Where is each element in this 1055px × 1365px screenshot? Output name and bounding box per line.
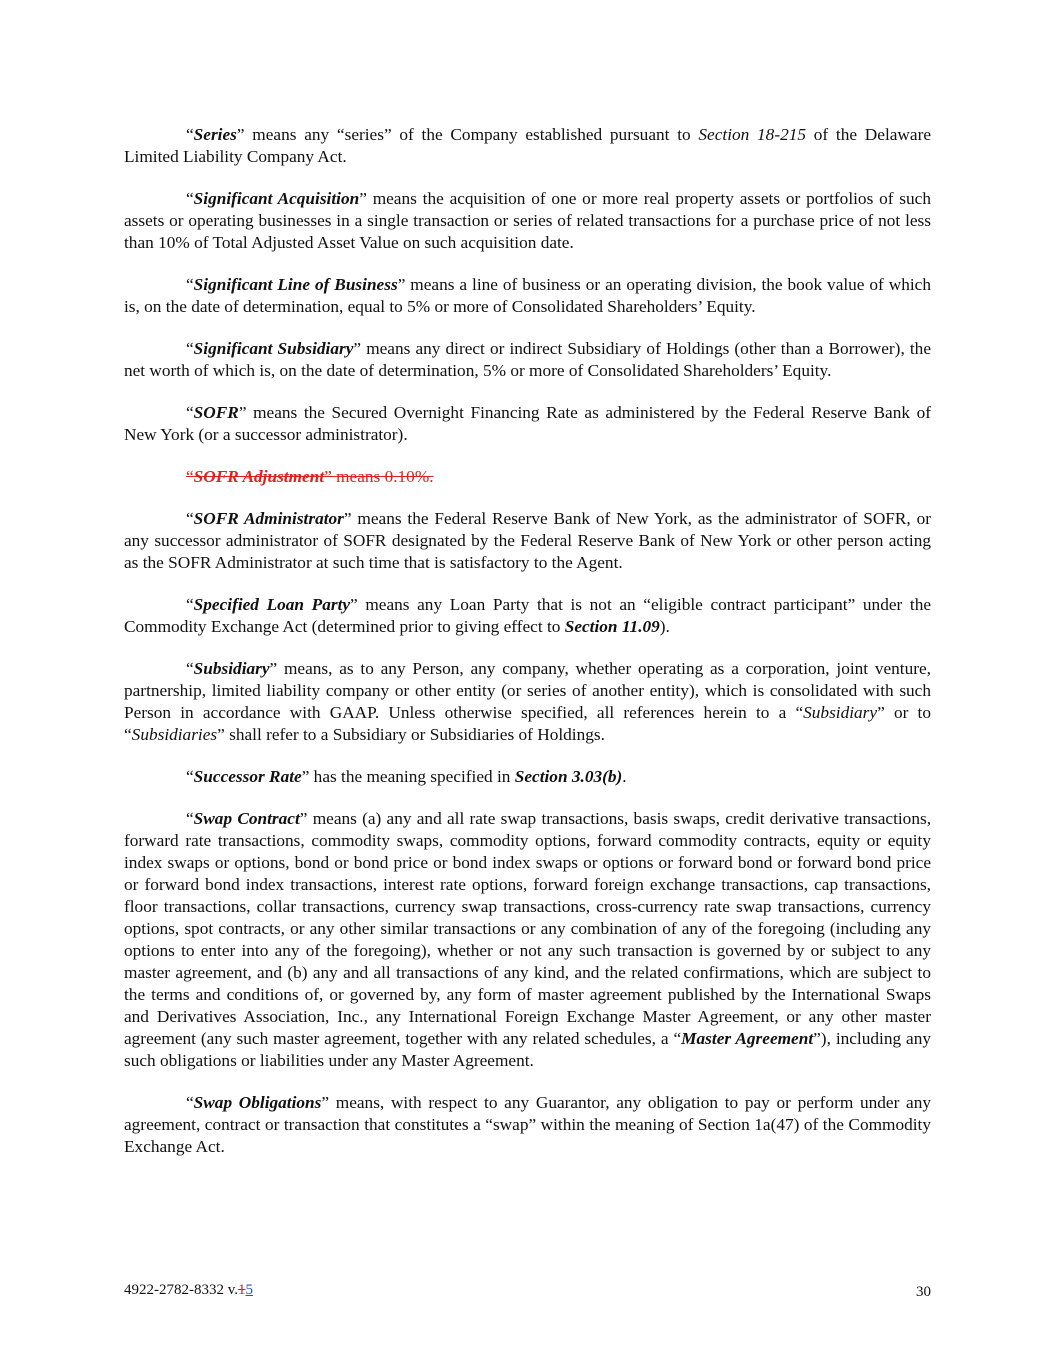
- definition-swap-contract: “Swap Contract” means (a) any and all rate swap transactions, basis swaps, credit derivative transactions, forward rate transactions, commodity swaps, commodity options, forward commodity contracts, equity or equity index swaps or options, bond or bond price or bond index swaps or options or forward bond or forward bond price or forward bond index transactions, interest rate options, forward foreign exchange transactions, cap transactions, floor transactions, collar transactions, currency swap transactions, cross-currency rate swap transactions, currency options, spot contracts, or any other similar transactions or any combination of any of the foregoing (including any options to enter into any of the foregoing), whether or not any such transaction is governed by or subject to any master agreement, and (b) any and all transactions of any kind, and the related confirmations, which are subject to the terms and conditions of, or governed by, any form of master agreement published by the International Swaps and Derivatives Association, Inc., any International Foreign Exchange Master Agreement, or any other master agreement (any such master agreement, together with any related schedules, a “Master Agreement”), including any such obligations or liabilities under any Master Agreement.: [124, 809, 932, 1070]
- defined-term: Significant Acquisition: [193, 189, 360, 208]
- definition-significant-line-of-business: “Significant Line of Business” means a line of business or an operating division, the book value of which is, on the date of determination, equal to 5% or more of Consolidated Shareholders’ Equity.: [124, 275, 931, 316]
- definition-text: ” has the meaning specified in: [301, 767, 515, 786]
- defined-term: Subsidiary: [193, 659, 270, 678]
- page-number: 30: [916, 1284, 931, 1300]
- defined-term: Successor Rate: [193, 767, 302, 786]
- italic-term: Subsidiaries: [131, 725, 218, 744]
- definition-text: ” shall refer to a Subsidiary or Subsidiaries of Holdings.: [217, 725, 605, 744]
- defined-term: Significant Line of Business: [193, 275, 398, 294]
- defined-term: Swap Contract: [193, 809, 300, 828]
- italic-term: Subsidiary: [803, 703, 878, 722]
- definition-specified-loan-party: “Specified Loan Party” means any Loan Party that is not an “eligible contract participant” under the Commodity Exchange Act (determined prior to giving effect to Section 11.09).: [124, 595, 932, 636]
- definition-text: ).: [659, 617, 670, 636]
- definition-sofr-administrator: “SOFR Administrator” means the Federal Reserve Bank of New York, as the administrator of SOFR, or any successor administrator of SOFR designated by the Federal Reserve Bank of New York or other person acting as the SOFR Administrator at such time that is satisfactory to the Agent.: [124, 509, 931, 572]
- definition-successor-rate: “Successor Rate” has the meaning specified in Section 3.03(b).: [186, 767, 627, 786]
- defined-term: SOFR Adjustment: [193, 467, 325, 486]
- definition-text: ” means the Secured Overnight Financing Rate as administered by the Federal Reserve Bank of New York (or a successor administrator).: [124, 403, 931, 444]
- defined-term-inline: Master Agreement: [681, 1029, 814, 1048]
- section-reference: Section 3.03(b): [514, 767, 623, 786]
- defined-term: Series: [193, 125, 237, 144]
- definition-sofr: “SOFR” means the Secured Overnight Financing Rate as administered by the Federal Reserve Bank of New York (or a successor administrator).: [124, 403, 931, 444]
- defined-term: SOFR Administrator: [193, 509, 344, 528]
- definition-text: ” means 0.10%.: [324, 467, 434, 486]
- definition-text: ”), including any such obligations or liabilities under any Master Agreement.: [124, 1029, 931, 1070]
- defined-term: Significant Subsidiary: [193, 339, 354, 358]
- definition-text: of the Delaware Limited Liability Company Act.: [124, 125, 931, 166]
- definition-text: ” means any Loan Party that is not an “eligible contract participant” under the Commodity Exchange Act (determined prior to giving effect to: [124, 595, 932, 636]
- footer-document-id: [124, 1282, 253, 1299]
- document-id: 4922-2782-8332 v.: [124, 1282, 239, 1298]
- section-reference: Section 18-215: [698, 125, 806, 144]
- version-deleted: 1: [238, 1282, 246, 1298]
- definition-swap-obligations: “Swap Obligations” means, with respect to any Guarantor, any obligation to pay or perform under any agreement, contract or transaction that constitutes a “swap” within the meaning of Section 1a(47) of the Commodity Exchange Act.: [124, 1093, 931, 1156]
- definition-text: ” means the Federal Reserve Bank of New York, as the administrator of SOFR, or any successor administrator of SOFR designated by the Federal Reserve Bank of New York or other person acting as the SOFR Administrator at such time that is satisfactory to the Agent.: [124, 509, 931, 572]
- definition-subsidiary: “Subsidiary” means, as to any Person, any company, whether operating as a corporation, joint venture, partnership, limited liability company or other entity (or series of another entity), which is consolidated with such Person in accordance with GAAP. Unless otherwise specified, all references herein to a “Subsidiary” or to “Subsidiaries” shall refer to a Subsidiary or Subsidiaries of Holdings.: [124, 659, 931, 744]
- section-reference: Section 11.09: [564, 617, 660, 636]
- definition-text: ” means any direct or indirect Subsidiary of Holdings (other than a Borrower), the net worth of which is, on the date of determination, 5% or more of Consolidated Shareholders’ Equity.: [124, 339, 931, 380]
- definition-significant-subsidiary: “Significant Subsidiary” means any direct or indirect Subsidiary of Holdings (other than a Borrower), the net worth of which is, on the date of determination, 5% or more of Consolidated Shareholders’ Equity.: [124, 339, 931, 380]
- version-inserted: 5: [245, 1282, 254, 1298]
- definition-sofr-adjustment-deleted: “SOFR Adjustment” means 0.10%.: [186, 467, 434, 486]
- defined-term: Swap Obligations: [193, 1093, 322, 1112]
- definition-text: ” means a line of business or an operating division, the book value of which is, on the date of determination, equal to 5% or more of Consolidated Shareholders’ Equity.: [124, 275, 931, 316]
- definition-text: ” means, as to any Person, any company, whether operating as a corporation, joint venture, partnership, limited liability company or other entity (or series of another entity), which is consolidated with such Person in accordance with GAAP. Unless otherwise specified, all references herein to a “: [124, 659, 931, 722]
- definition-text: ” means, with respect to any Guarantor, any obligation to pay or perform under any agreement, contract or transaction that constitutes a “swap” within the meaning of Section 1a(47) of the Commodity Exchange Act.: [124, 1093, 931, 1156]
- defined-term: SOFR: [193, 403, 239, 422]
- definition-text: .: [622, 767, 627, 786]
- definitions-section: [124, 124, 931, 1178]
- defined-term: Specified Loan Party: [193, 595, 351, 614]
- definition-significant-acquisition: “Significant Acquisition” means the acquisition of one or more real property assets or portfolios of such assets or operating businesses in a single transaction or series of related transactions for a purchase price of not less than 10% of Total Adjusted Asset Value on such acquisition date.: [124, 189, 931, 252]
- definition-text: ” means any “series” of the Company established pursuant to: [236, 125, 699, 144]
- definition-text: ” means the acquisition of one or more real property assets or portfolios of such assets or operating businesses in a single transaction or series of related transactions for a purchase price of not less than 10% of Total Adjusted Asset Value on such acquisition date.: [124, 189, 931, 252]
- definition-text: ” or to “: [124, 703, 931, 744]
- definition-series: “Series” means any “series” of the Company established pursuant to Section 18-215 of the Delaware Limited Liability Company Act.: [124, 125, 931, 166]
- definition-text: ” means (a) any and all rate swap transactions, basis swaps, credit derivative transactions, forward rate transactions, commodity swaps, commodity options, forward commodity contracts, equity or equity index swaps or options, bond or bond price or bond index swaps or options or forward bond or forward bond price or forward bond index transactions, interest rate options, forward foreign exchange transactions, cap transactions, floor transactions, collar transactions, currency swap transactions, cross-currency rate swap transactions, currency options, spot contracts, or any other similar transactions or any combination of any of the foregoing (including any options to enter into any of the foregoing), whether or not any such transaction is governed by or subject to any master agreement, and (b) any and all transactions of any kind, and the related confirmations, which are subject to the terms and conditions of, or governed by, any form of master agreement published by the International Swaps and Derivatives Association, Inc., any International Foreign Exchange Master Agreement, or any other master agreement (any such master agreement, together with any related schedules, a “: [124, 809, 932, 1048]
